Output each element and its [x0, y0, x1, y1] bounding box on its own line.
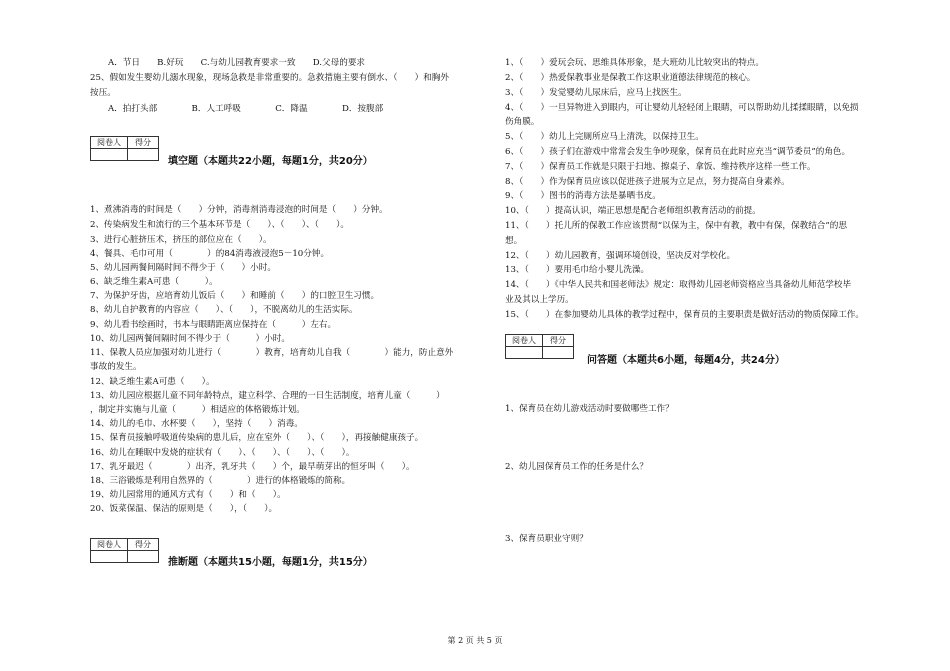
judge-section-title: 推断题（本题共15小题，每题1分，共15分）	[168, 557, 373, 568]
list-item: 16、幼儿在睡眠中发烧的症状有（ ）、（ ）、（ ）、（ ）。	[90, 448, 355, 458]
list-item: 12、缺乏维生素A可患（ ）。	[90, 377, 215, 387]
list-item: 15、保育员接触呼吸道传染病的患儿后，应在室外（ ）、（ ），再接触健康孩子。	[90, 433, 424, 443]
qa-question-3: 3、保育员职业守则？	[505, 534, 588, 544]
list-item: 13、幼儿园应根据儿童不同年龄特点，建立科学、合理的一日生活制度，培育儿童（ ）	[90, 391, 445, 401]
list-item: 12、（ ）幼儿园教育，强调环境创设，坚决反对学校化。	[505, 251, 736, 261]
score-box-judge	[90, 538, 159, 563]
list-item: 6、（ ）孩子们在游戏中常常会发生争吵现象，保育员在此时应充当“调节委员”的角色。	[505, 147, 851, 157]
score-box-fill	[90, 136, 159, 161]
list-item: 5、（ ）幼儿上完厕所应马上清洗，以保持卫生。	[505, 132, 704, 142]
grader-label: 阅卷人	[91, 539, 128, 551]
score-label: 得分	[128, 539, 159, 551]
list-item: 19、幼儿园常用的通风方式有（ ）和（ ）。	[90, 490, 286, 500]
list-item: 11、保教人员应加强对幼儿进行（ ）教育，培育幼儿自我（ ）能力，防止意外	[90, 348, 454, 358]
list-item: 7、（ ）保育员工作就是只限于扫地、擦桌子、拿饭、维持秩序这样一些工作。	[505, 162, 816, 172]
list-item: 10、（ ）提高认识，端正思想是配合老师组织教育活动的前提。	[505, 206, 761, 216]
list-item: 13、（ ）要用毛巾给小婴儿洗澡。	[505, 265, 650, 275]
list-item: 2、（ ）热爱保教事业是保教工作这职业道德法律规范的核心。	[505, 73, 756, 83]
list-item: 20、饭菜保温、保洁的原则是（ ），（ ）。	[90, 504, 278, 514]
list-item: 6、缺乏维生素A可患（ ）。	[90, 277, 218, 287]
list-item: 14、（ ）《中华人民共和国老师法》规定：取得幼儿园老师资格应当具备幼儿师范学校毕	[505, 280, 852, 290]
page-number: 第 2 页 共 5 页	[447, 636, 503, 645]
list-item: 7、为保护牙齿，应培育幼儿饭后（ ）和睡前（ ）的口腔卫生习惯。	[90, 291, 380, 301]
list-item: 业及其以上学历。	[505, 295, 574, 305]
list-item: 伤角膜。	[505, 117, 540, 127]
question-25-options: A．拍打头部 B．人工呼吸 C．降温 D．按腹部	[108, 104, 384, 114]
qa-question-1: 1、保育员在幼儿游戏活动时要做哪些工作？	[505, 404, 674, 414]
question-25-text: 25、假如发生婴幼儿溺水现象，现场急救是非常重要的。急救措施主要有倒水、（ ）和胸外	[90, 73, 449, 83]
list-item: ，制定并实施与儿童（ ）相适应的体格锻炼计划。	[90, 405, 305, 415]
question-24-options: A．节日 B.好玩 C.与幼儿园教育要求一致 D.父母的要求	[108, 58, 366, 68]
question-25-text-cont: 按压。	[90, 88, 116, 98]
list-item: 3、进行心脏挤压术，挤压的部位应在（ ）。	[90, 235, 272, 245]
list-item: 1、（ ）爱玩会玩、思维具体形象，是大班幼儿比较突出的特点。	[505, 58, 764, 68]
qa-question-2: 2、幼儿园保育员工作的任务是什么？	[505, 462, 648, 472]
list-item: 4、（ ）一旦异物进入到眼内，可让婴幼儿轻轻闭上眼睛，可以帮助幼儿揉揉眼睛，以免损	[505, 103, 859, 113]
list-item: 5、幼儿园两餐间隔时间不得少于（ ）小时。	[90, 263, 276, 273]
score-label: 得分	[543, 335, 574, 347]
list-item: 9、幼儿看书绘画时，书本与眼睛距离应保持在（ ）左右。	[90, 320, 337, 330]
list-item: 2、传染病发生和流行的三个基本环节是（ ）、（ ）、（ ）。	[90, 220, 349, 230]
list-item: 17、乳牙最迟（ ）出齐，乳牙共（ ）个，最早萌芽出的恒牙叫（ ）。	[90, 462, 415, 472]
score-label: 得分	[128, 137, 159, 149]
list-item: 8、（ ）作为保育员应该以促进孩子进展为立足点，努力提高自身素养。	[505, 177, 790, 187]
list-item: 想。	[505, 236, 523, 246]
list-item: 1、煮沸消毒的时间是（ ）分钟，消毒剂消毒浸泡的时间是（ ）分钟。	[90, 205, 388, 215]
list-item: 事故的发生。	[90, 362, 142, 372]
list-item: 11、（ ）托儿所的保教工作应该贯彻“以保为主，保中有教，教中有保，保教结合”的思	[505, 221, 847, 231]
list-item: 15、（ ）在参加婴幼儿具体的教学过程中，保育员的主要职责是做好活动的物质保障工作。	[505, 310, 864, 320]
list-item: 4、餐具、毛巾可用（ ）的84消毒液浸泡5－10分钟。	[90, 249, 330, 259]
list-item: 18、三浴锻炼是利用自然界的（ ）进行的体格锻炼的简称。	[90, 476, 351, 486]
list-item: 10、幼儿园两餐间隔时间不得少于（ ）小时。	[90, 334, 290, 344]
score-box-qa	[505, 334, 574, 359]
qa-section-title: 问答题（本题共6小题，每题4分，共24分）	[587, 355, 785, 366]
list-item: 9、（ ）图书的消毒方法是暴晒书皮。	[505, 191, 661, 201]
fill-section-title: 填空题（本题共22小题，每题1分，共20分）	[168, 156, 373, 167]
grader-label: 阅卷人	[506, 335, 543, 347]
list-item: 3、（ ）发觉婴幼儿尿床后，应马上找医生。	[505, 88, 687, 98]
grader-label: 阅卷人	[91, 137, 128, 149]
list-item: 14、幼儿的毛巾、水杯要（ ），坚持（ ）消毒。	[90, 419, 303, 429]
list-item: 8、幼儿自护教育的内容应（ ）、（ ），不脱离幼儿的生活实际。	[90, 305, 358, 315]
